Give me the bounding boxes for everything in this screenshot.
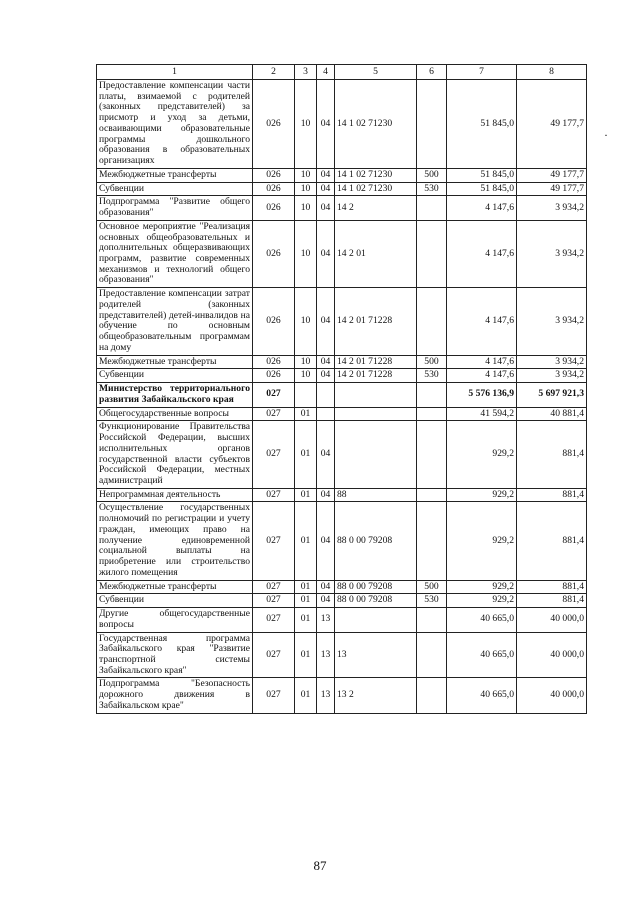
section-code-cell: 01 [295,502,317,580]
target-article-cell [335,383,417,407]
header-cell: 7 [447,65,517,80]
target-article-cell: 14 2 01 71228 [335,369,417,383]
target-article-cell: 13 [335,632,417,678]
amount-year1-cell: 51 845,0 [447,168,517,182]
amount-year2-cell: 3 934,2 [517,196,587,220]
amount-year1-cell: 929,2 [447,488,517,502]
subsection-code-cell: 04 [317,580,335,594]
expense-type-cell [417,407,447,421]
amount-year2-cell: 49 177,7 [517,80,587,169]
row-name-cell: Непрограммная деятельность [97,488,253,502]
target-article-cell [335,421,417,488]
subsection-code-cell: 04 [317,182,335,196]
page-number: 87 [313,858,327,873]
expense-type-cell [417,220,447,287]
row-name-cell: Основное мероприятие "Реализация основных общеобразовательных и дополнительных общеразвивающих программ, развитие современных механизмов и технологий общего образования" [97,220,253,287]
expense-type-cell [417,488,447,502]
section-code-cell [295,383,317,407]
table-row [97,80,587,169]
ministry-code-cell: 026 [253,288,295,355]
expense-type-cell [417,288,447,355]
amount-year1-cell: 41 594,2 [447,407,517,421]
amount-year1-cell: 51 845,0 [447,80,517,169]
subsection-code-cell: 04 [317,196,335,220]
section-code-cell: 10 [295,355,317,369]
table-row [97,678,587,713]
table-row [97,632,587,678]
row-name-cell: Субвенции [97,594,253,608]
ministry-code-cell: 026 [253,196,295,220]
ministry-code-cell: 027 [253,678,295,713]
expense-type-cell: 500 [417,355,447,369]
amount-year2-cell: 3 934,2 [517,220,587,287]
section-code-cell: 10 [295,220,317,287]
table-row [97,168,587,182]
ministry-code-cell: 027 [253,383,295,407]
subsection-code-cell: 13 [317,632,335,678]
expense-type-cell: 530 [417,594,447,608]
expense-type-cell: 500 [417,580,447,594]
amount-year2-cell: 49 177,7 [517,168,587,182]
expense-type-cell [417,80,447,169]
target-article-cell: 14 1 02 71230 [335,80,417,169]
section-code-cell: 10 [295,196,317,220]
section-code-cell: 01 [295,580,317,594]
table-row [97,369,587,383]
amount-year1-cell: 4 147,6 [447,196,517,220]
row-name-cell: Другие общегосударственные вопросы [97,608,253,632]
row-name-cell: Межбюджетные трансферты [97,355,253,369]
amount-year2-cell: 881,4 [517,502,587,580]
row-name-cell: Подпрограмма "Развитие общего образования" [97,196,253,220]
section-code-cell: 01 [295,421,317,488]
target-article-cell: 88 0 00 79208 [335,502,417,580]
expense-type-cell [417,678,447,713]
table-row [97,355,587,369]
amount-year1-cell: 40 665,0 [447,608,517,632]
subsection-code-cell [317,407,335,421]
ministry-code-cell: 026 [253,168,295,182]
amount-year1-cell: 929,2 [447,594,517,608]
table-row [97,608,587,632]
section-code-cell: 10 [295,182,317,196]
row-name-cell: Предоставление компенсации затрат родителей (законных представителей) детей-инвалидов на обучение по основным общеобразовательным программам на дому [97,288,253,355]
expense-type-cell [417,632,447,678]
target-article-cell: 14 2 01 [335,220,417,287]
expense-type-cell: 500 [417,168,447,182]
target-article-cell: 88 0 00 79208 [335,594,417,608]
amount-year1-cell: 4 147,6 [447,220,517,287]
amount-year2-cell: 3 934,2 [517,369,587,383]
row-name-cell: Общегосударственные вопросы [97,407,253,421]
row-name-cell: Межбюджетные трансферты [97,580,253,594]
target-article-cell: 14 2 01 71228 [335,288,417,355]
ministry-code-cell: 027 [253,421,295,488]
row-name-cell: Осуществление государственных полномочий по регистрации и учету граждан, имеющих право на получение единовременной социальной выплаты на приобретение или строительство жилого помещения [97,502,253,580]
expense-type-cell [417,421,447,488]
table-row [97,421,587,488]
amount-year2-cell: 3 934,2 [517,288,587,355]
section-code-cell: 01 [295,632,317,678]
subsection-code-cell: 04 [317,355,335,369]
margin-mark: · [604,128,608,142]
subsection-code-cell: 04 [317,594,335,608]
ministry-code-cell: 027 [253,632,295,678]
amount-year2-cell: 881,4 [517,421,587,488]
target-article-cell: 14 2 [335,196,417,220]
section-code-cell: 10 [295,288,317,355]
amount-year2-cell: 40 881,4 [517,407,587,421]
expense-type-cell: 530 [417,369,447,383]
amount-year1-cell: 4 147,6 [447,288,517,355]
row-name-cell: Предоставление компенсации части платы, взимаемой с родителей (законных представителей) за присмотр и уход за детьми, осваивающими образовательные программы дошкольного образования в образовательных организациях [97,80,253,169]
expense-type-cell [417,502,447,580]
table-row [97,488,587,502]
section-code-cell: 01 [295,488,317,502]
section-code-cell: 01 [295,608,317,632]
expense-type-cell [417,196,447,220]
subsection-code-cell: 13 [317,678,335,713]
table-header-row [97,65,587,80]
ministry-code-cell: 026 [253,355,295,369]
ministry-code-cell: 027 [253,488,295,502]
target-article-cell: 14 1 02 71230 [335,182,417,196]
amount-year1-cell: 929,2 [447,421,517,488]
row-name-cell: Государственная программа Забайкальского края "Развитие транспортной системы Забайкальского края" [97,632,253,678]
header-cell: 3 [295,65,317,80]
table-row [97,502,587,580]
subsection-code-cell: 04 [317,369,335,383]
table-row [97,220,587,287]
row-name-cell: Подпрограмма "Безопасность дорожного движения в Забайкальском крае" [97,678,253,713]
subsection-code-cell [317,383,335,407]
amount-year1-cell: 40 665,0 [447,632,517,678]
ministry-code-cell: 026 [253,369,295,383]
subsection-code-cell: 04 [317,488,335,502]
target-article-cell [335,407,417,421]
header-cell: 2 [253,65,295,80]
subsection-code-cell: 04 [317,288,335,355]
amount-year2-cell: 881,4 [517,594,587,608]
amount-year2-cell: 40 000,0 [517,678,587,713]
row-name-cell: Министерство территориального развития Забайкальского края [97,383,253,407]
amount-year1-cell: 40 665,0 [447,678,517,713]
expense-type-cell [417,383,447,407]
target-article-cell [335,608,417,632]
header-cell: 4 [317,65,335,80]
header-cell: 8 [517,65,587,80]
amount-year1-cell: 929,2 [447,502,517,580]
section-code-cell: 10 [295,369,317,383]
table-row [97,196,587,220]
amount-year2-cell: 881,4 [517,580,587,594]
amount-year2-cell: 3 934,2 [517,355,587,369]
amount-year1-cell: 51 845,0 [447,182,517,196]
section-code-cell: 01 [295,407,317,421]
amount-year1-cell: 929,2 [447,580,517,594]
amount-year2-cell: 49 177,7 [517,182,587,196]
ministry-code-cell: 026 [253,182,295,196]
table-row [97,383,587,407]
budget-table [96,64,587,714]
ministry-code-cell: 027 [253,407,295,421]
amount-year1-cell: 5 576 136,9 [447,383,517,407]
table-row [97,407,587,421]
ministry-code-cell: 027 [253,502,295,580]
target-article-cell: 14 1 02 71230 [335,168,417,182]
target-article-cell: 14 2 01 71228 [335,355,417,369]
table-body [97,65,587,714]
section-code-cell: 01 [295,594,317,608]
header-cell: 6 [417,65,447,80]
subsection-code-cell: 04 [317,220,335,287]
ministry-code-cell: 026 [253,80,295,169]
header-cell: 1 [97,65,253,80]
subsection-code-cell: 04 [317,80,335,169]
section-code-cell: 10 [295,80,317,169]
ministry-code-cell: 027 [253,608,295,632]
section-code-cell: 10 [295,168,317,182]
table-row [97,182,587,196]
target-article-cell: 88 [335,488,417,502]
amount-year2-cell: 40 000,0 [517,608,587,632]
expense-type-cell: 530 [417,182,447,196]
table-row [97,594,587,608]
row-name-cell: Межбюджетные трансферты [97,168,253,182]
row-name-cell: Субвенции [97,369,253,383]
table-row [97,288,587,355]
table-row [97,580,587,594]
subsection-code-cell: 04 [317,168,335,182]
amount-year2-cell: 5 697 921,3 [517,383,587,407]
header-cell: 5 [335,65,417,80]
ministry-code-cell: 026 [253,220,295,287]
amount-year1-cell: 4 147,6 [447,355,517,369]
amount-year2-cell: 40 000,0 [517,632,587,678]
row-name-cell: Субвенции [97,182,253,196]
ministry-code-cell: 027 [253,580,295,594]
amount-year2-cell: 881,4 [517,488,587,502]
row-name-cell: Функционирование Правительства Российской Федерации, высших исполнительных органов государственной власти субъектов Российской Федерации, местных администраций [97,421,253,488]
target-article-cell: 88 0 00 79208 [335,580,417,594]
expense-type-cell [417,608,447,632]
subsection-code-cell: 04 [317,421,335,488]
amount-year1-cell: 4 147,6 [447,369,517,383]
subsection-code-cell: 13 [317,608,335,632]
ministry-code-cell: 027 [253,594,295,608]
target-article-cell: 13 2 [335,678,417,713]
section-code-cell: 01 [295,678,317,713]
subsection-code-cell: 04 [317,502,335,580]
